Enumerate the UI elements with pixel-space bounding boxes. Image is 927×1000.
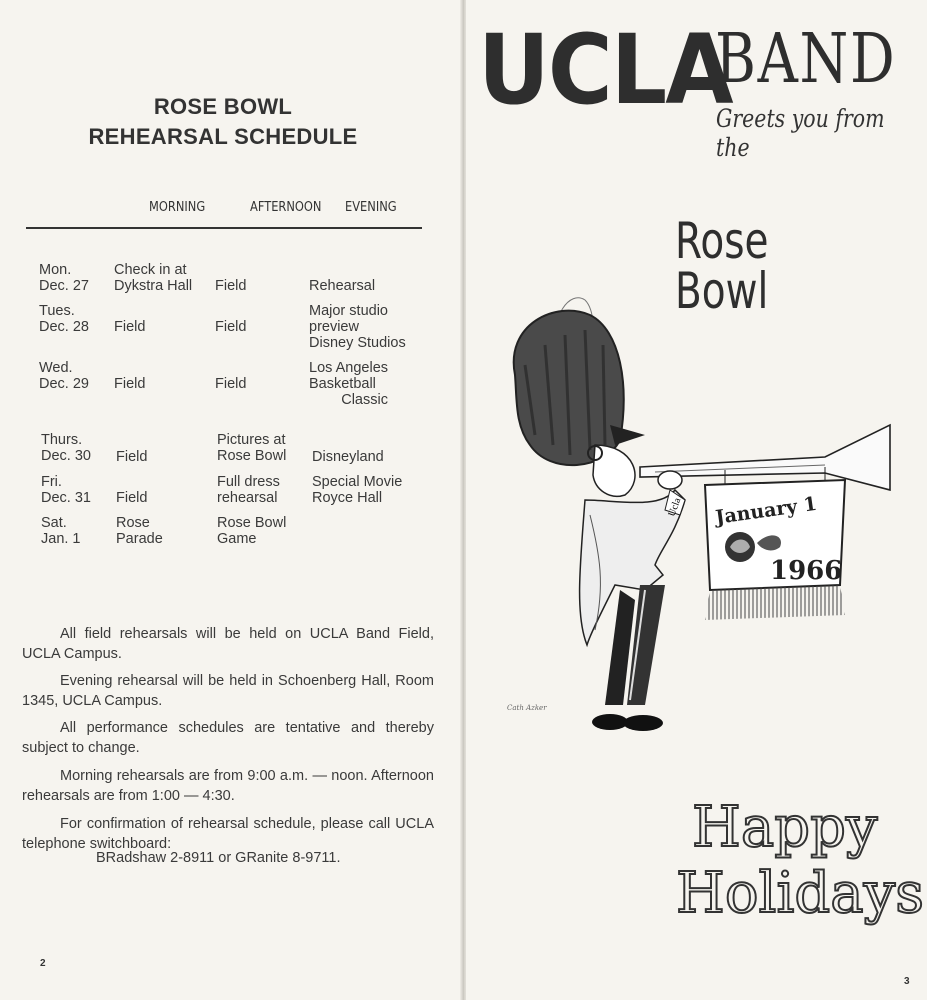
note-text: For confirmation of rehearsal schedule, please call UCLA telephone switchboard: [22,816,434,852]
row-morning: Field [114,376,146,392]
column-header-afternoon: AFTERNOON [250,200,322,215]
row-evening: Special Movie Royce Hall [312,474,403,506]
row-afternoon: Rose Bowl Game [217,515,287,547]
left-page [0,0,462,1000]
row-day: Fri. Dec. 31 [41,474,91,506]
greets-text: Greets you from the [716,104,885,162]
band-wordmark: BAND [715,20,897,99]
row-day: Mon. Dec. 27 [39,262,89,294]
row-afternoon: Field [215,319,247,335]
row-day: Sat. Jan. 1 [41,515,81,547]
note-text: Evening rehearsal will be held in Schoenberg Hall, Room 1345, UCLA Campus. [22,673,434,709]
column-header-morning: MORNING [149,200,206,215]
banner-month: January 1 [714,492,819,529]
schedule-title-line1: ROSE BOWL [153,94,293,119]
note-paragraph [22,814,434,854]
page-number-right: 3 [904,976,910,987]
row-morning: Field [116,449,148,465]
holidays-text: Holidays [676,861,924,926]
phone-numbers: BRadshaw 2-8911 or GRanite 8-9711. [96,850,341,866]
note-text: All field rehearsals will be held on UCLA Band Field, UCLA Campus. [22,626,434,662]
row-morning: Rose Parade [116,515,163,547]
artist-signature: Cath Azker [507,704,547,712]
row-evening: Disneyland [312,449,384,465]
row-evening: Rehearsal [309,278,376,294]
row-morning: Check in at Dykstra Hall [114,262,193,294]
row-afternoon: Full dress rehearsal [217,474,280,506]
row-afternoon: Pictures at Rose Bowl [217,432,287,464]
row-afternoon: Field [215,376,247,392]
row-day: Thurs. Dec. 30 [41,432,91,464]
sleeve-text: Ucla [666,496,684,519]
bandsman-illustration [495,285,895,745]
rose-bowl-heading: Rose Bowl [675,212,769,320]
page-number-left: 2 [40,958,46,969]
note-paragraph [22,718,434,758]
row-morning: Field [116,490,148,506]
happy-text: Happy [692,795,878,860]
row-day: Wed. Dec. 29 [39,360,89,392]
note-text: Morning rehearsals are from 9:00 a.m. — noon. Afternoon rehearsals are from 1:00 — 4:30. [22,768,434,804]
row-evening: Major studio preview Disney Studios [309,303,406,351]
banner-year: 1966 [770,556,843,586]
row-afternoon: Field [215,278,247,294]
note-paragraph [22,766,434,806]
column-header-evening: EVENING [345,200,397,215]
row-evening: Los Angeles Basketball Classic [309,360,389,408]
header-divider [26,227,422,229]
schedule-title-line2: REHEARSAL SCHEDULE [88,124,358,149]
note-paragraph [22,671,434,711]
note-text: All performance schedules are tentative and thereby subject to change. [22,720,434,756]
row-morning: Field [114,319,146,335]
row-day: Tues. Dec. 28 [39,303,89,335]
note-paragraph [22,624,434,664]
ucla-wordmark: UCLA [478,14,732,126]
